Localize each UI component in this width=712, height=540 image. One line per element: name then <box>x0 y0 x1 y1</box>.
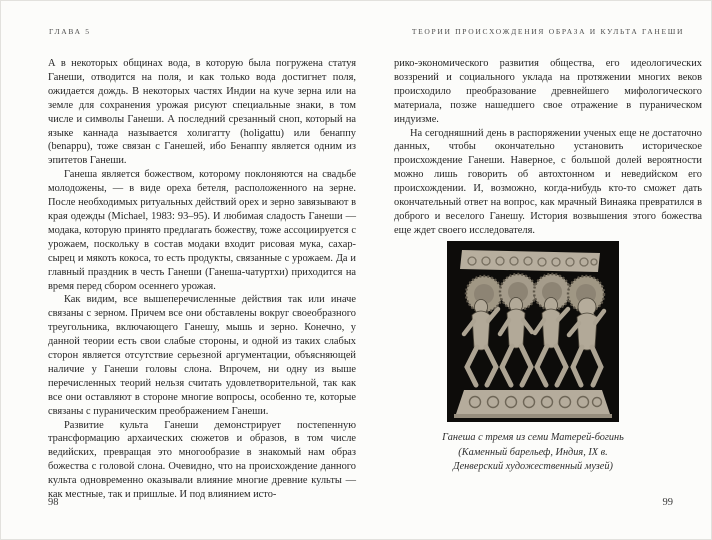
paragraph: рико-экономического развития общества, его идеологических воззрений и социального уклада на протяжении многих веков происходило преобразование древнейшего мифологического материала, позже нашедшего свое отражение в пураническом индуизме. <box>394 58 702 125</box>
paragraph: Развитие культа Ганеши демонстрирует постепенную трансформацию архаических сюжетов и образов, в том числе ведийских, превращая это многообразие в знакомый нам образ божества с головой слона. Очевидно, что на происхождение данного культа одновременно оказывали влияние многие древние культы — как местные, так и пришлые. И под влиянием исто- <box>48 419 356 501</box>
left-page-text <box>48 57 356 502</box>
page-number-right: 99 <box>662 497 673 508</box>
running-head-chapter: ГЛАВА 5 <box>49 27 91 36</box>
paragraph: А в некоторых общинах вода, в которую была погружена статуя Ганеши, отводится на поля, и как только вода достигнет поля, ожидается дождь. В некоторых частях Индии на куче зерна или на земле для сохранения урожая рисуют специальные знаки, в том числе и символы Ганеши. А последний срезанный сноп, который на языке каннада называется холигатту (holigattu) или бенаппу (benappu), тоже связан с Ганешей, ибо Бенаппу является одним из эпитетов Ганеши. <box>48 58 356 167</box>
right-page-text <box>394 57 702 238</box>
caption-line: Ганеша с тремя из семи Матерей-богинь <box>442 432 624 443</box>
figure-caption <box>402 431 664 475</box>
running-head-section: ТЕОРИИ ПРОИСХОЖДЕНИЯ ОБРАЗА И КУЛЬТА ГАНЕШИ <box>411 27 685 36</box>
paragraph: Как видим, все вышеперечисленные действия так или иначе связаны с зерном. Причем все они обставлены вокруг своеобразного треугольника, включающего Ганешу, мышь и зерно. Конечно, у данной теории есть свои слабые стороны, и одной из таких слабых сторон является отсутствие серьезной аргументации, объясняющей наличие у Ганеши головы слона. Впрочем, ни одну из выше перечисленных теорий нельзя считать удовлетворительной, так как все они оставляют в стороне многие вопросы, особенно те, которые связаны с пураническим преображением Ганеши. <box>48 294 356 417</box>
caption-line: Денверский художественный музей) <box>453 461 613 473</box>
relief-photo <box>447 241 619 422</box>
caption-line: (Каменный барельеф, Индия, IX в. <box>458 446 608 458</box>
paragraph: Ганеша является божеством, которому поклоняются на свадьбе молодожены, — в виде ореха бетеля, расположенного на зерне. После необходимых ритуальных действий орех и зерно завязывают в края одежды (Michael, 1983: 93–95). И любимая сладость Ганеши — модака, которую принято предлагать божеству, тоже ассоциируется с урожаем, поскольку в состав модаки входит рисовая мука, сахар-сырец и мякоть кокоса, то есть продукты, связанные с урожаем. Да и главный праздник в честь Ганеши (Ганеша-чатуртхи) приходится на время перед сбором осеннего урожая. <box>48 169 356 292</box>
page-number-left: 98 <box>48 497 59 508</box>
paragraph: На сегодняшний день в распоряжении ученых еще не достаточно данных, чтобы окончательно установить историческое происхождение Ганеши. Наверное, с большой долей вероятности можно лишь говорить об автохтонном и неведийском его происхождении. И, возможно, когда-нибудь кто-то сможет дать окончательный ответ на вопрос, как мрачный Винаяка превратился в доброго и веселого Ганешу. История возвышения этого божества еще ждет своего исследователя. <box>394 127 702 236</box>
stone-relief-illustration <box>447 241 619 422</box>
